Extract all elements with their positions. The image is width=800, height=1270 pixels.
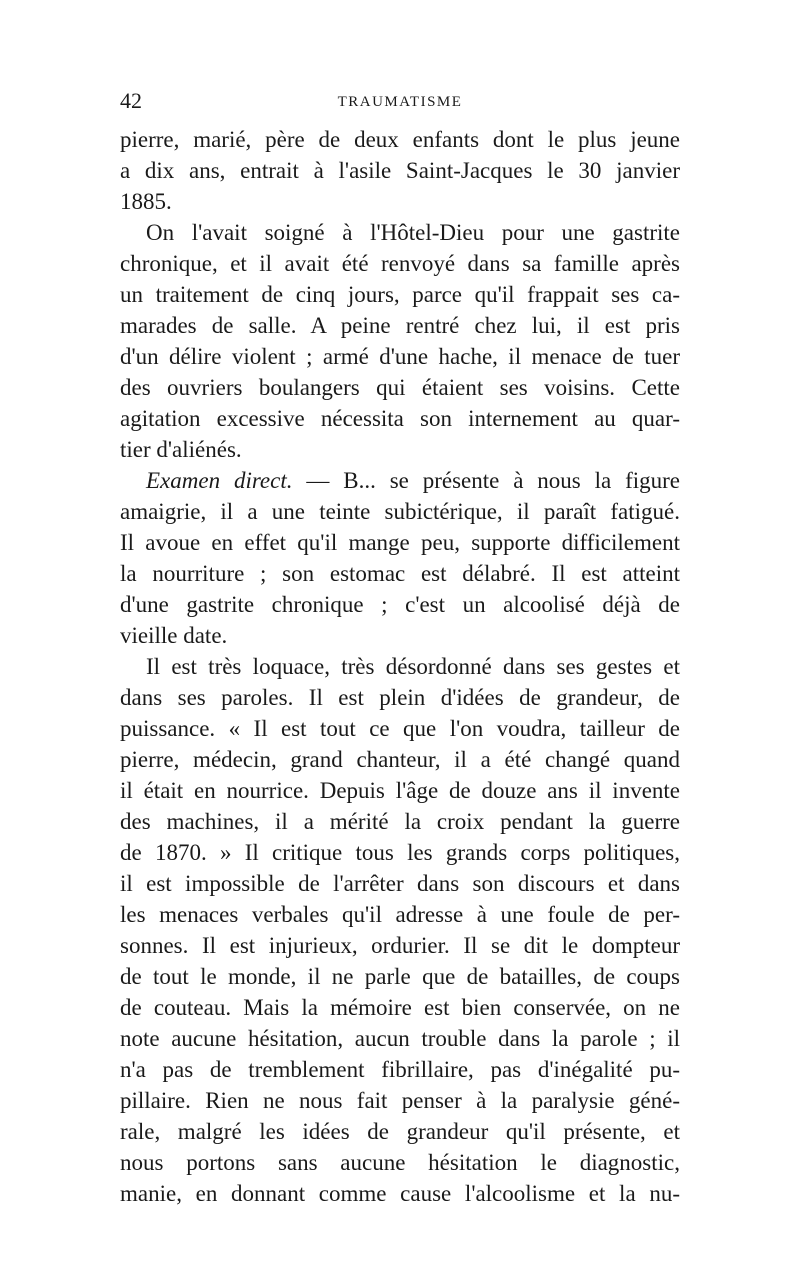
text-line: On l'avait soigné à l'Hôtel-Dieu pour une gastrite [146, 220, 680, 245]
text-line: la nourriture ; son estomac est délabré. Il est atteint [120, 561, 680, 586]
text-line: pierre, médecin, grand chanteur, il a été changé quand [120, 747, 680, 772]
text-line: vieille date. [120, 623, 228, 648]
text-line: un traitement de cinq jours, parce qu'il frappait ses ca- [120, 282, 680, 307]
text-line: sonnes. Il est injurieux, ordurier. Il se dit le dompteur [120, 933, 680, 958]
text-fragment: — B... se présente à nous la figure [292, 468, 680, 493]
text-line: a dix ans, entrait à l'asile Saint-Jacques le 30 janvier [120, 158, 680, 183]
text-line: tier d'aliénés. [120, 437, 242, 462]
text-line: note aucune hésitation, aucun trouble dans la parole ; il [120, 1026, 680, 1051]
text-line: des ouvriers boulangers qui étaient ses voisins. Cette [120, 375, 680, 400]
text-line: d'un délire violent ; armé d'une hache, il menace de tuer [120, 344, 680, 369]
text-line: les menaces verbales qu'il adresse à une foule de per- [120, 902, 680, 927]
text-line-with-heading [120, 465, 680, 496]
text-line: Il avoue en effet qu'il mange peu, supporte difficilement [120, 530, 680, 555]
body-text [120, 124, 680, 1209]
text-line: d'une gastrite chronique ; c'est un alcoolisé déjà de [120, 592, 680, 617]
section-heading-italic: Examen direct. [146, 468, 293, 493]
text-line: des machines, il a mérité la croix pendant la guerre [120, 809, 680, 834]
text-line: de couteau. Mais la mémoire est bien conservée, on ne [120, 995, 680, 1020]
text-line: de tout le monde, il ne parle que de batailles, de coups [120, 964, 680, 989]
page-header [120, 88, 680, 114]
text-line: dans ses paroles. Il est plein d'idées de grandeur, de [120, 685, 680, 710]
text-line: amaigrie, il a une teinte subictérique, il paraît fatigué. [120, 499, 680, 524]
text-line: agitation excessive nécessita son internement au quar- [120, 406, 680, 431]
text-line: manie, en donnant comme cause l'alcoolisme et la nu- [120, 1181, 680, 1206]
running-title: TRAUMATISME [337, 94, 463, 110]
text-line: nous portons sans aucune hésitation le diagnostic, [120, 1150, 680, 1175]
text-line: il était en nourrice. Depuis l'âge de douze ans il invente [120, 778, 680, 803]
text-line: pierre, marié, père de deux enfants dont le plus jeune [120, 127, 680, 152]
text-line: puissance. « Il est tout ce que l'on voudra, tailleur de [120, 716, 680, 741]
text-line: de 1870. » Il critique tous les grands corps politiques, [120, 840, 680, 865]
text-line: 1885. [120, 189, 172, 214]
text-line: chronique, et il avait été renvoyé dans sa famille après [120, 251, 680, 276]
text-line: pillaire. Rien ne nous fait penser à la paralysie géné- [120, 1088, 680, 1113]
text-line: il est impossible de l'arrêter dans son discours et dans [120, 871, 680, 896]
text-line: rale, malgré les idées de grandeur qu'il présente, et [120, 1119, 680, 1144]
text-line: n'a pas de tremblement fibrillaire, pas d'inégalité pu- [120, 1057, 680, 1082]
text-line: Il est très loquace, très désordonné dans ses gestes et [146, 654, 680, 679]
text-line: marades de salle. A peine rentré chez lui, il est pris [120, 313, 680, 338]
page-number: 42 [120, 88, 142, 113]
